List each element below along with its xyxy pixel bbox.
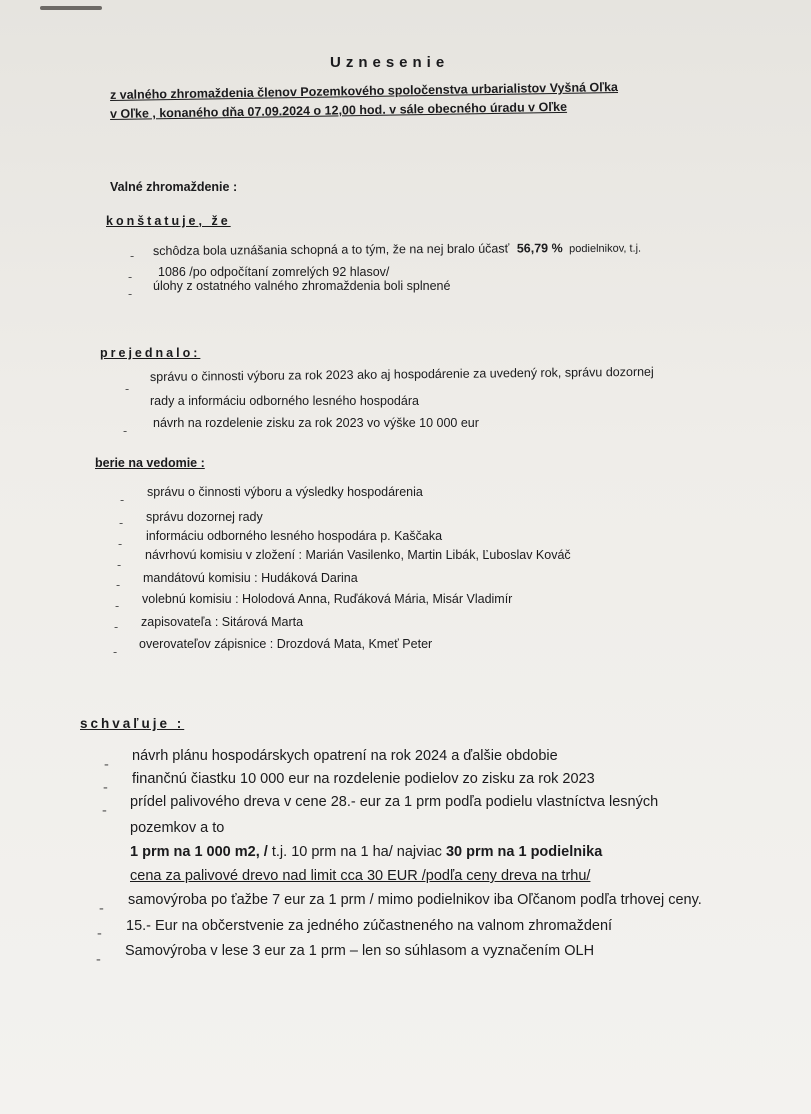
schvaluje-item-3: prídel palivového dreva v cene 28.- eur za 1 prm podľa podielu vlastníctva lesných [130, 794, 659, 810]
berie-item-8: overovateľov zápisnice : Drozdová Mata, Kmeť Peter [139, 637, 433, 651]
schvaluje-heading: schvaľuje : [80, 716, 185, 731]
bullet-dash: - [99, 901, 104, 917]
bullet-dash: - [104, 757, 109, 773]
berie-item-3: informáciu odborného lesného hospodára p. Kaščaka [146, 529, 443, 543]
prejednalo-item-1: správu o činnosti výboru za rok 2023 ako aj hospodárenie za uvedený rok, správu dozornej [149, 364, 654, 384]
percent-value: 56,79 % [516, 241, 563, 256]
bullet-dash: - [97, 926, 102, 942]
konstatuje-heading: konštatuje, že [106, 214, 231, 228]
konstatuje-item-2: 1086 /po odpočítaní zomrelých 92 hlasov/ [158, 265, 390, 279]
berie-item-1: správu o činnosti výboru a výsledky hospodárenia [147, 485, 423, 499]
firewood-rule-bold-a: 1 prm na 1 000 m2, / [130, 844, 268, 860]
konstatuje-item-1 [153, 241, 641, 258]
firewood-rule-bold-b: 30 prm na 1 podielnika [445, 844, 603, 860]
bullet-dash: - [114, 620, 119, 634]
assembly-label: Valné zhromaždenie : [110, 180, 238, 194]
bullet-dash: - [116, 578, 121, 592]
bullet-dash: - [128, 270, 133, 284]
schvaluje-item-4: samovýroba po ťažbe 7 eur za 1 prm / mimo podielnikov iba Oľčanom podľa trhovej ceny. [128, 892, 702, 908]
konstatuje-item-1-text: schôdza bola uznášania schopná a to tým, že na nej bralo účasť [152, 241, 510, 258]
bullet-dash: - [118, 537, 123, 551]
berie-heading: berie na vedomie : [95, 456, 205, 470]
bullet-dash: - [117, 558, 122, 572]
prejednalo-item-1-cont: rady a informáciu odborného lesného hospodára [150, 394, 419, 408]
firewood-rule-mid: t.j. 10 prm na 1 ha/ najviac [267, 844, 446, 860]
firewood-rule [130, 844, 602, 860]
bullet-dash: - [128, 287, 133, 301]
bullet-dash: - [113, 645, 118, 659]
berie-item-2: správu dozornej rady [146, 510, 263, 524]
bullet-dash: - [123, 424, 128, 438]
prejednalo-heading: prejednalo: [100, 346, 201, 360]
berie-item-7: zapisovateľa : Sitárová Marta [141, 615, 304, 629]
schvaluje-item-3-cont: pozemkov a to [130, 820, 225, 836]
berie-item-5: mandátovú komisiu : Hudáková Darina [143, 571, 358, 585]
berie-item-4: návrhovú komisiu v zložení : Marián Vasilenko, Martin Libák, Ľuboslav Kováč [145, 548, 571, 562]
subtitle-line-2: v Oľke , konaného dňa 07.09.2024 o 12,00 hod. v sále obecného úradu v Oľke [109, 99, 568, 121]
bullet-dash: - [120, 493, 125, 507]
berie-item-6: volebnú komisiu : Holodová Anna, Ruďáková Mária, Misár Vladimír [142, 592, 513, 606]
konstatuje-item-1-suffix: podielnikov, t.j. [569, 242, 642, 256]
paper-edge-mark [40, 6, 102, 10]
schvaluje-item-1: návrh plánu hospodárskych opatrení na rok 2024 a ďalšie obdobie [132, 748, 558, 764]
document-title: Uznesenie [330, 54, 450, 71]
prejednalo-item-2: návrh na rozdelenie zisku za rok 2023 vo výške 10 000 eur [153, 416, 479, 430]
schvaluje-item-6: Samovýroba v lese 3 eur za 1 prm – len so súhlasom a vyznačením OLH [125, 943, 595, 959]
bullet-dash: - [119, 516, 124, 530]
subtitle-line-1: z valného zhromaždenia členov Pozemkového spoločenstva urbarialistov Vyšná Oľka [109, 80, 619, 102]
konstatuje-item-3: úlohy z ostatného valného zhromaždenia boli splnené [153, 279, 451, 293]
schvaluje-item-2: finančnú čiastku 10 000 eur na rozdelenie podielov zo zisku za rok 2023 [132, 771, 595, 787]
bullet-dash: - [130, 249, 135, 263]
bullet-dash: - [96, 952, 101, 968]
bullet-dash: - [103, 780, 108, 796]
bullet-dash: - [125, 382, 130, 396]
bullet-dash: - [102, 803, 107, 819]
firewood-price-note: cena za palivové drevo nad limit cca 30 EUR /podľa ceny dreva na trhu/ [130, 868, 591, 884]
bullet-dash: - [115, 599, 120, 613]
schvaluje-item-5: 15.- Eur na občerstvenie za jedného zúčastneného na valnom zhromaždení [126, 918, 613, 934]
